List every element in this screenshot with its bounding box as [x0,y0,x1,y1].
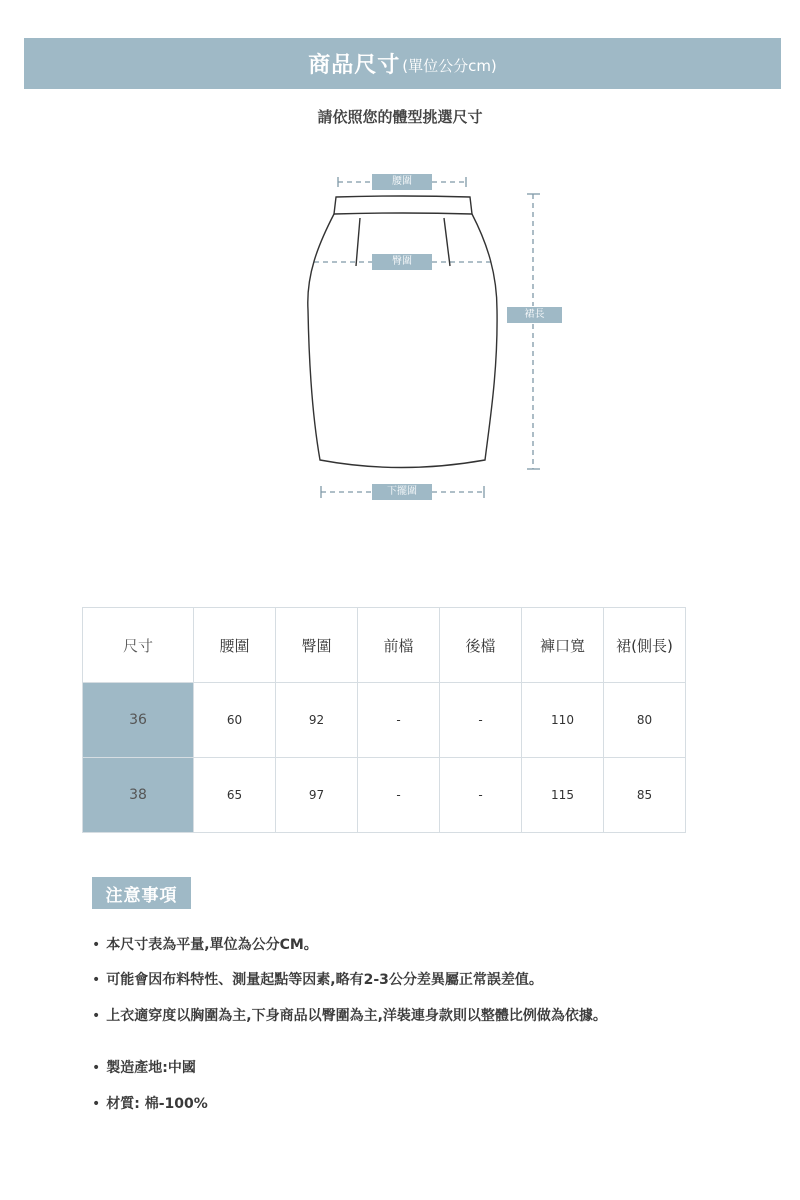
length-label: 裙長 [507,307,562,323]
waist-label: 腰圍 [372,174,432,190]
size-cell: 36 [83,683,194,758]
size-cell: 38 [83,758,194,833]
table-cell: 60 [194,683,276,758]
bullet-icon: • [92,937,101,953]
material-text: 材質: 棉-100% [106,1096,208,1112]
table-cell: 97 [276,758,358,833]
note-text: 上衣適穿度以胸圍為主,下身商品以臀圍為主,洋裝連身款則以整體比例做為依據。 [106,1008,607,1024]
table-cell: 85 [604,758,686,833]
table-cell: - [440,758,522,833]
table-header-cell: 褲口寬 [522,608,604,683]
subtitle: 請依照您的體型挑選尺寸 [317,108,483,126]
table-cell: 115 [522,758,604,833]
table-cell: - [440,683,522,758]
hip-label: 臀圍 [372,254,432,270]
bullet-icon: • [92,1008,101,1024]
bullet-icon: • [92,1060,101,1076]
table-cell: 65 [194,758,276,833]
table-cell: 92 [276,683,358,758]
origin-item [92,1057,196,1077]
table-cell: 110 [522,683,604,758]
skirt-outline [308,196,497,468]
hem-label: 下擺圍 [372,484,432,500]
note-item [92,1005,607,1025]
table-header-row [83,608,686,683]
table-row [83,683,686,758]
origin-text: 製造產地:中國 [106,1060,196,1076]
table-header-cell: 前檔 [358,608,440,683]
bullet-icon: • [92,1096,101,1112]
table-cell: - [358,683,440,758]
note-item [92,934,318,954]
size-table [82,607,686,833]
table-header-cell: 腰圍 [194,608,276,683]
notes-title: 注意事項 [92,877,191,909]
table-header-cell: 裙(側長) [604,608,686,683]
length-measure-line [527,194,540,469]
page-title: 商品尺寸 [308,53,401,78]
note-item [92,969,543,989]
table-cell: - [358,758,440,833]
table-cell: 80 [604,683,686,758]
table-header-cell: 尺寸 [83,608,194,683]
unit-note: (單位公分cm) [402,57,497,75]
note-text: 可能會因布料特性、測量起點等因素,略有2-3公分差異屬正常誤差值。 [106,972,543,988]
note-text: 本尺寸表為平量,單位為公分CM。 [106,937,318,953]
bullet-icon: • [92,972,101,988]
table-row [83,758,686,833]
table-header-cell: 臀圍 [276,608,358,683]
table-header-cell: 後檔 [440,608,522,683]
material-item [92,1093,208,1113]
